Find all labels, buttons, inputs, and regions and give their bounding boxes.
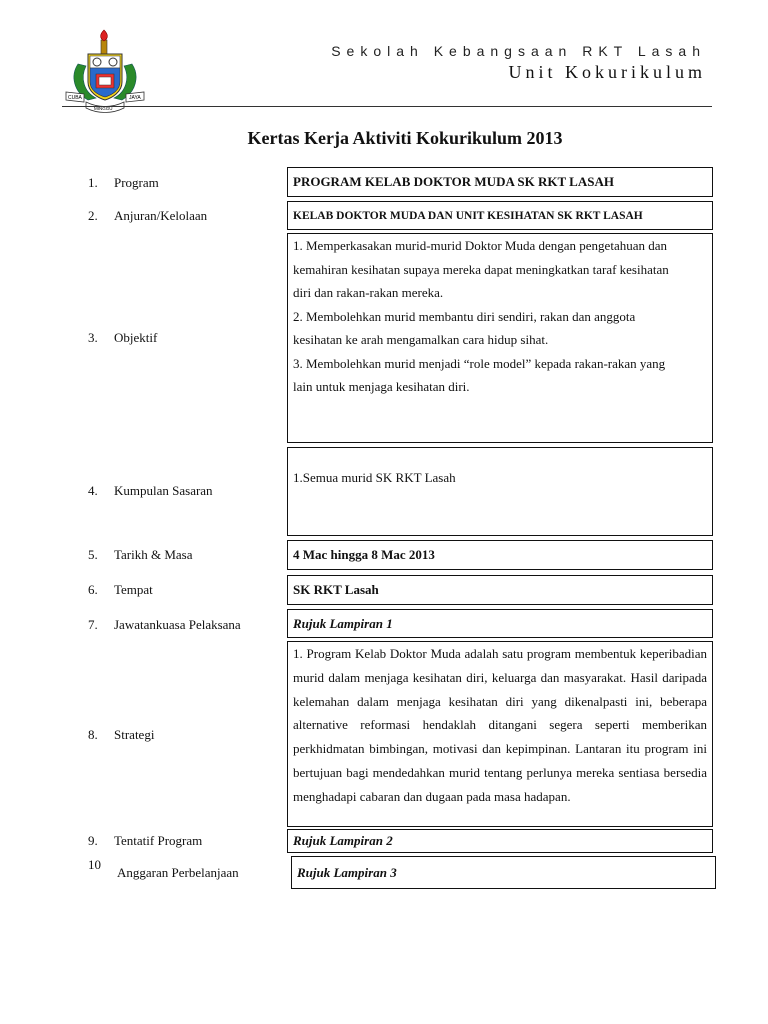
row-number: 2. (88, 208, 98, 223)
anjuran-value-box: KELAB DOKTOR MUDA DAN UNIT KESIHATAN SK RKT LASAH (287, 201, 713, 230)
strategi-value-box: 1. Program Kelab Doktor Muda adalah satu program membentuk keperibadian murid dalam menjaga kesihatan diri, keluarga dan masyarakat. Hasil daripada kelemahan dalam menjaga kesihatan diri yang dikenalpasti ini, beberapa alternative reformasi hendaklah ditangani segera seperti memberikan perkhidmatan bimbingan, motivasi dan kepimpinan. Lantaran itu program ini bertujuan bagi mendedahkan murid tentang perlunya mereka sentiasa bersedia menghadapi cabaran dan dugaan pada masa hadapan. (287, 641, 713, 827)
row-number: 9. (88, 833, 98, 848)
svg-text:MINGGU: MINGGU (94, 106, 113, 111)
objektif-line: 2. Membolehkan murid membantu diri sendiri, rakan dan anggota (293, 308, 636, 324)
objektif-line: 1. Memperkasakan murid-murid Doktor Muda dengan pengetahuan dan (293, 238, 668, 253)
row-label: Strategi (114, 727, 155, 742)
tentatif-value-box: Rujuk Lampiran 2 (287, 829, 713, 853)
unit-name: Unit Kokurikulum (508, 62, 706, 82)
anggaran-value-box: Rujuk Lampiran 3 (291, 856, 716, 889)
row-number: 6. (88, 582, 98, 597)
row-label: Tempat (114, 582, 153, 597)
objektif-line: lain untuk menjaga kesihatan diri. (293, 379, 470, 394)
school-name: Sekolah Kebangsaan RKT Lasah (331, 43, 706, 59)
row-number: 7. (88, 617, 98, 632)
row-number: 4. (88, 483, 98, 498)
row-number: 1. (88, 175, 98, 190)
row-label: Kumpulan Sasaran (114, 483, 213, 498)
row-label: Objektif (114, 330, 158, 345)
tempat-value-box: SK RKT Lasah (287, 575, 713, 605)
row-number: 10 (88, 857, 101, 872)
objektif-line: kesihatan ke arah mengamalkan cara hidup sihat. (293, 332, 549, 347)
row-number: 8. (88, 727, 98, 742)
svg-text:CUBA: CUBA (68, 95, 82, 101)
svg-text:JAYA: JAYA (129, 95, 141, 101)
row-number: 5. (88, 547, 98, 562)
row-label: Tarikh & Masa (114, 547, 193, 562)
objektif-value-box (287, 233, 713, 443)
row-label: Jawatankuasa Pelaksana (114, 617, 241, 632)
objektif-line: kemahiran kesihatan supaya mereka dapat meningkatkan taraf kesihatan (293, 261, 669, 277)
school-crest-logo (60, 28, 150, 114)
header-divider (62, 106, 712, 107)
document-title: Kertas Kerja Aktiviti Kokurikulum 2013 (247, 128, 563, 148)
row-label: Anjuran/Kelolaan (114, 208, 208, 223)
row-label: Anggaran Perbelanjaan (117, 865, 239, 880)
tarikh-masa-value-box: 4 Mac hingga 8 Mac 2013 (287, 540, 713, 570)
kumpulan-sasaran-value-box: 1.Semua murid SK RKT Lasah (287, 447, 713, 536)
program-value-box: PROGRAM KELAB DOKTOR MUDA SK RKT LASAH (287, 167, 713, 197)
objektif-line: 3. Membolehkan murid menjadi “role model” kepada rakan-rakan yang (293, 355, 666, 371)
row-number: 3. (88, 330, 98, 345)
row-label: Program (114, 175, 159, 190)
row-label: Tentatif Program (114, 833, 203, 848)
objektif-line: diri dan rakan-rakan mereka. (293, 285, 444, 300)
jawatankuasa-value-box: Rujuk Lampiran 1 (287, 609, 713, 638)
